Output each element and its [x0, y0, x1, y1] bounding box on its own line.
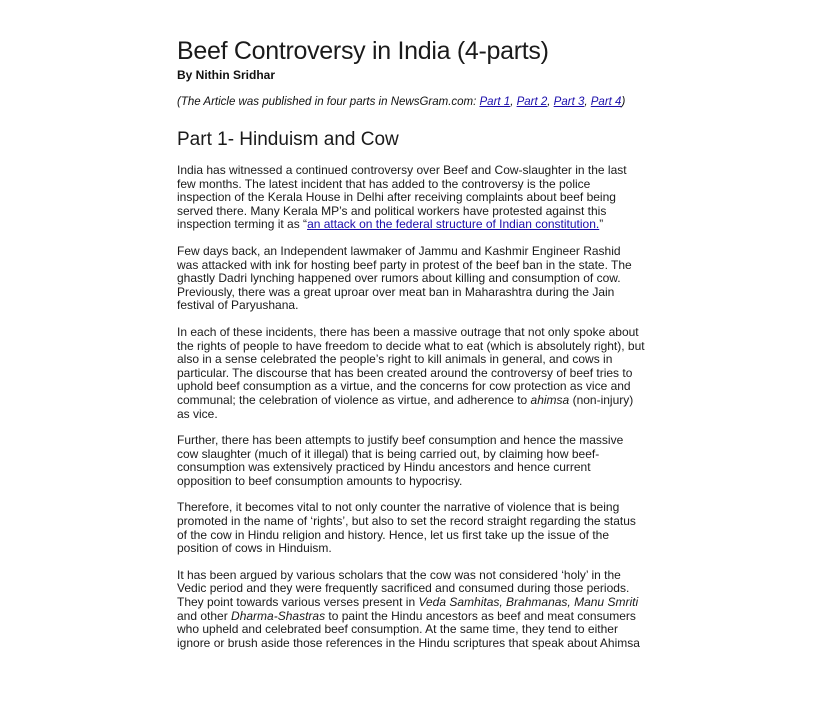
text-line: festival of Paryushana.: [177, 298, 299, 313]
text-line: particular. The discourse that has been created around the controversy of beef tries to: [177, 365, 633, 380]
text-line: Previously, there was a great uproar over meat ban in Maharashtra during the Jain: [177, 284, 615, 299]
text-line: also in a sense celebrated the people’s right to kill animals in general, and cows in: [177, 352, 613, 367]
text-line: as vice.: [177, 406, 218, 421]
text-line: of the cow in Hindu religion and history. Hence, let us first take up the issue of the: [177, 527, 610, 542]
author-byline: By Nithin Sridhar: [177, 68, 276, 82]
text-fragment: ”: [599, 217, 604, 232]
text-line: position of cows in Hinduism.: [177, 541, 332, 556]
text-line: Therefore, it becomes vital to not only counter the narrative of violence that is being: [177, 500, 620, 515]
text-line: In each of these incidents, there has been a massive outrage that not only spoke about: [177, 324, 639, 339]
publication-note-suffix: ): [621, 96, 626, 108]
publication-note-prefix: (The Article was published in four parts in NewsGram.com:: [177, 96, 480, 108]
text-line: India has witnessed a continued controversy over Beef and Cow-slaughter in the last: [177, 163, 627, 177]
text-line: who upheld and celebrated beef consumption. At the same time, they tend to either: [177, 622, 618, 637]
paragraph-4: [177, 434, 647, 488]
text-line: It has been argued by various scholars that the cow was not considered ‘holy’ in the: [177, 567, 621, 582]
text-line: Further, there has been attempts to justify beef consumption and hence the massive: [177, 433, 624, 448]
separator: ,: [584, 96, 591, 108]
constitution-link[interactable]: an attack on the federal structure of Indian constitution.: [307, 217, 600, 232]
separator: ,: [547, 96, 554, 108]
text-fragment: communal; the celebration of violence as virtue, and adherence to: [177, 392, 531, 407]
text-line: inspection of the Kerala House in Delhi after receiving complaints about beef being: [177, 190, 616, 205]
text-line: Vedic period and they were frequently sacrificed and consumed during those periods.: [177, 581, 630, 596]
part-3-link[interactable]: Part 3: [553, 96, 585, 108]
article-title: Beef Controversy in India (4-parts): [177, 37, 549, 65]
paragraph-5: [177, 501, 647, 555]
text-line: [177, 596, 647, 610]
text-line: Few days back, an Independent lawmaker of Jammu and Kashmir Engineer Rashid: [177, 243, 621, 258]
italic-term: ahimsa: [530, 392, 570, 407]
text-fragment: inspection terming it as “: [177, 217, 308, 232]
part-4-link[interactable]: Part 4: [590, 96, 622, 108]
text-line: served there. Many Kerala MP’s and political workers have protested against this: [177, 203, 607, 218]
text-line: few months. The latest incident that has added to the controversy is the police: [177, 176, 591, 191]
paragraph-2: [177, 245, 647, 313]
paragraph-3: [177, 326, 647, 421]
separator: ,: [510, 96, 517, 108]
text-line: promoted in the name of ‘rights’, but also to set the record straight regarding the status: [177, 514, 636, 529]
part-2-link[interactable]: Part 2: [516, 96, 548, 108]
text-line: [177, 218, 647, 232]
paragraph-6: [177, 569, 647, 651]
text-line: the rights of people to have freedom to decide what to eat (which is absolutely right), but: [177, 338, 645, 353]
article-body: [177, 164, 647, 663]
italic-term: Veda Samhitas, Brahmanas, Manu Smriti: [418, 595, 639, 610]
text-line: [177, 610, 647, 624]
text-line: consumption was extensively practiced by Hindu ancestors and hence current: [177, 460, 591, 475]
section-heading: Part 1- Hinduism and Cow: [177, 129, 399, 150]
publication-note: [177, 96, 625, 108]
part-1-link[interactable]: Part 1: [479, 96, 511, 108]
text-fragment: (non-injury): [569, 392, 634, 407]
text-line: was attacked with ink for hosting beef party in protest of the beef ban in the state. The: [177, 257, 632, 272]
text-line: [177, 394, 647, 408]
paragraph-1: [177, 164, 647, 232]
italic-term: Dharma-Shastras: [231, 608, 326, 623]
text-line: cow slaughter (much of it illegal) that is being carried out, by claiming how beef-: [177, 446, 600, 461]
text-fragment: and other: [177, 608, 232, 623]
text-line: ghastly Dadri lynching happened over rumors about killing and consumption of cow.: [177, 271, 621, 286]
text-line: opposition to beef consumption amounts to hypocrisy.: [177, 473, 463, 488]
text-line: ignore or brush aside those references in the Hindu scriptures that speak about Ahimsa: [177, 635, 640, 650]
text-fragment: They point towards various verses present in: [177, 595, 419, 610]
text-line: uphold beef consumption as a virtue, and the concerns for cow protection as vice and: [177, 379, 631, 394]
text-fragment: to paint the Hindu ancestors as beef and meat consumers: [325, 608, 636, 623]
